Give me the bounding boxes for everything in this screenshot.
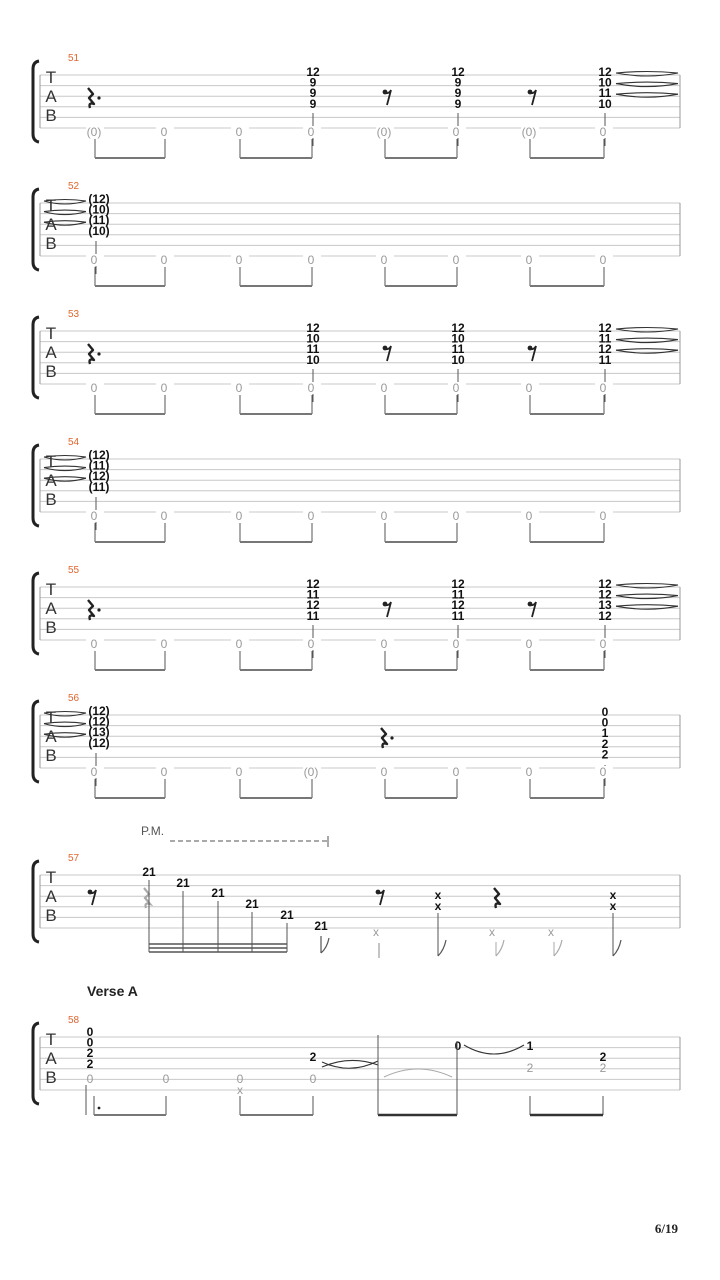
tie-arc	[464, 1045, 524, 1054]
rest-dot	[97, 608, 100, 611]
measure-number: 54	[68, 437, 80, 448]
bass-fret-number: 0	[452, 253, 460, 267]
tie-arc	[616, 584, 678, 586]
chord-fret-number: 0	[86, 1025, 94, 1039]
fret-number: 1	[526, 1039, 534, 1053]
chord-fret-number: 12	[451, 65, 465, 79]
bass-fret-number: 0	[599, 509, 607, 523]
chord-fret-number: 9	[454, 75, 462, 90]
chord-fret-number: 9	[454, 96, 462, 111]
tab-systems	[33, 53, 680, 1115]
chord-fret-number: 0	[601, 715, 609, 730]
chord-fret-number: 12	[306, 65, 320, 79]
chord-fret-number: 2	[86, 1046, 94, 1061]
bass-fret-number: 0	[307, 381, 315, 395]
measure-number: 51	[68, 53, 80, 64]
bass-fret-number: 0	[90, 765, 98, 779]
bass-fret-number: 0	[452, 509, 460, 523]
chord-fret-number: 10	[306, 352, 320, 367]
bass-fret-number: 0	[307, 509, 315, 523]
chord-fret-number: 2	[601, 747, 609, 762]
note-flag	[554, 940, 562, 956]
fret-number-grey: 2	[526, 1061, 534, 1075]
tab-clef-b: B	[45, 746, 57, 765]
tab-clef-t: T	[45, 868, 57, 887]
bass-fret-number: 0	[90, 381, 98, 395]
muted-string-x: x	[609, 899, 617, 913]
bass-fret-number: 0	[599, 637, 607, 651]
tie-arc	[616, 349, 678, 351]
tab-clef-a: A	[45, 1049, 57, 1068]
rest-dot	[390, 736, 393, 739]
note-flag	[438, 940, 446, 956]
bass-fret-number: 0	[160, 765, 168, 779]
bass-fret-number: 0	[160, 381, 168, 395]
chord-fret-number: 12	[598, 342, 612, 357]
bass-fret-number: 0	[452, 765, 460, 779]
tab-clef-t: T	[45, 1030, 57, 1049]
chord-fret-number: 11	[451, 342, 465, 357]
tab-system-51	[33, 53, 680, 158]
tie-arc	[616, 82, 678, 84]
ghost-mute-note: x	[489, 925, 495, 939]
tab-clef-b: B	[45, 490, 57, 509]
measure-number: 56	[68, 693, 80, 704]
bass-fret-number: 0	[90, 253, 98, 267]
quarter-rest-icon	[88, 344, 94, 364]
tab-clef-b: B	[45, 106, 57, 125]
chord-fret-number: (12)	[88, 735, 110, 750]
tie-arc	[44, 722, 86, 724]
system-bracket	[33, 317, 39, 398]
bass-fret-number: 0	[235, 125, 243, 139]
tie-arc	[616, 594, 678, 596]
tab-clef-t: T	[45, 708, 57, 727]
chord-fret-number: (11)	[88, 458, 110, 473]
tab-clef-b: B	[45, 362, 57, 381]
chord-fret-number: 10	[451, 352, 465, 367]
tab-system-57	[33, 853, 680, 958]
bass-fret-number: 0	[599, 253, 607, 267]
tie-arc	[44, 466, 86, 468]
measure-number: 55	[68, 565, 80, 576]
chord-fret-number: 11	[306, 608, 320, 623]
rest-dot	[97, 352, 100, 355]
chord-fret-number: 11	[306, 587, 320, 602]
tab-system-53	[33, 309, 680, 414]
chord-fret-number: 12	[306, 598, 320, 613]
tie-arc	[44, 210, 86, 212]
chord-fret-number: 12	[598, 608, 612, 623]
system-bracket	[33, 445, 39, 526]
chord-fret-number: 11	[598, 331, 612, 346]
tab-clef-b: B	[45, 618, 57, 637]
chord-fret-number: 12	[598, 587, 612, 602]
ghost-mute-note: x	[373, 925, 379, 939]
chord-fret-number: 10	[598, 75, 612, 90]
tie-arc	[44, 733, 86, 735]
bass-fret-number: 0	[160, 253, 168, 267]
bass-fret-number: 0	[307, 125, 315, 139]
run-fret-number: 21	[280, 908, 294, 922]
system-bracket	[33, 701, 39, 782]
quarter-rest-icon	[88, 88, 94, 108]
chord-fret-number: 10	[451, 331, 465, 346]
measure-number: 52	[68, 181, 80, 192]
chord-fret-number: (11)	[88, 479, 110, 494]
tab-clef-a: A	[45, 87, 57, 106]
chord-fret-number: 12	[598, 65, 612, 79]
tab-clef-a: A	[45, 343, 57, 362]
bass-fret-number: 0	[380, 765, 388, 779]
bass-fret-number: 0	[380, 509, 388, 523]
bass-fret-number: 0	[162, 1072, 170, 1086]
bass-fret-number: 0	[236, 1072, 244, 1086]
bass-fret-number: 0	[160, 509, 168, 523]
chord-fret-number: 2	[601, 736, 609, 751]
chord-fret-number: 12	[451, 321, 465, 335]
note-flag	[321, 936, 329, 953]
rest-dot	[97, 96, 100, 99]
note-flag	[613, 940, 621, 956]
chord-fret-number: 10	[306, 331, 320, 346]
bass-fret-number: 0	[452, 381, 460, 395]
chord-fret-number: (10)	[88, 202, 110, 217]
chord-fret-number: 12	[306, 321, 320, 335]
chord-fret-number: 9	[454, 86, 462, 101]
tab-clef-t: T	[45, 324, 57, 343]
run-fret-number: 21	[314, 919, 328, 933]
run-fret-number: 21	[211, 886, 225, 900]
tie-arc	[616, 605, 678, 607]
muted-string-x: x	[434, 888, 442, 902]
tie-arc	[44, 712, 86, 714]
tab-clef-a: A	[45, 471, 57, 490]
chord-fret-number: 0	[601, 705, 609, 719]
tie-arc	[616, 338, 678, 340]
chord-fret-number: 13	[598, 598, 612, 613]
page-number: 6/19	[654, 1221, 678, 1236]
chord-fret-number: 0	[86, 1035, 94, 1050]
run-fret-number: 21	[245, 897, 259, 911]
measure-number: 57	[68, 853, 80, 864]
tab-clef-b: B	[45, 906, 57, 925]
chord-fret-number: 2	[86, 1056, 94, 1071]
fret-number: 0	[454, 1039, 462, 1053]
bass-fret-number: (0)	[521, 125, 537, 139]
system-bracket	[33, 573, 39, 654]
tie-arc	[616, 93, 678, 95]
bass-fret-number: 0	[235, 765, 243, 779]
tie-arc	[616, 72, 678, 74]
bass-fret-number: 0	[525, 253, 533, 267]
tab-clef-t: T	[45, 580, 57, 599]
bass-fret-number: 0	[380, 253, 388, 267]
ghost-mute-note: x	[548, 925, 554, 939]
chord-fret-number: (12)	[88, 469, 110, 484]
bass-fret-number: 0	[90, 509, 98, 523]
run-fret-number: 21	[142, 865, 156, 879]
bass-fret-number: 0	[160, 125, 168, 139]
tab-clef-a: A	[45, 887, 57, 906]
bass-fret-number: (0)	[303, 765, 319, 779]
chord-fret-number: 10	[598, 96, 612, 111]
tab-clef-b: B	[45, 234, 57, 253]
bass-fret-number: 0	[235, 381, 243, 395]
chord-fret-number: 11	[451, 587, 465, 602]
bass-fret-number: 0	[525, 381, 533, 395]
tab-clef-a: A	[45, 215, 57, 234]
chord-fret-number: (12)	[88, 714, 110, 729]
fret-number: 2	[599, 1050, 607, 1064]
tab-system-55	[33, 565, 680, 670]
tie-arc	[616, 328, 678, 330]
bass-fret-number: 0	[380, 637, 388, 651]
tab-clef-t: T	[45, 68, 57, 87]
bass-fret-number: 0	[307, 253, 315, 267]
bass-fret-number: 0	[452, 125, 460, 139]
bass-fret-number: 0	[525, 637, 533, 651]
bass-fret-number: 0	[90, 637, 98, 651]
measure-number: 53	[68, 309, 80, 320]
muted-string-x: x	[609, 888, 617, 902]
tab-system-58	[33, 1015, 680, 1115]
tab-clef-a: A	[45, 599, 57, 618]
bass-fret-number: 0	[525, 765, 533, 779]
note-flag	[496, 940, 504, 956]
palm-mute-label: P.M.	[141, 824, 165, 838]
chord-fret-number: 11	[306, 342, 320, 357]
chord-fret-number: 9	[309, 86, 317, 101]
bass-fret-number: 0	[380, 381, 388, 395]
tie-arc	[322, 1060, 378, 1067]
bass-fret-number: 0	[307, 637, 315, 651]
quarter-rest-icon	[88, 600, 94, 620]
tab-clef-a: A	[45, 727, 57, 746]
section-label-verse-a: Verse A	[87, 983, 138, 999]
bass-fret-number: 0	[86, 1072, 94, 1086]
chord-fret-number: 2	[309, 1050, 317, 1064]
bass-fret-number: 0	[309, 1072, 317, 1086]
bass-fret-number: 0	[160, 637, 168, 651]
chord-fret-number: 9	[309, 96, 317, 111]
chord-fret-number: 12	[451, 598, 465, 613]
chord-fret-number: 12	[451, 577, 465, 591]
bass-fret-number: 0	[235, 253, 243, 267]
tab-system-54	[33, 437, 680, 542]
chord-fret-number: 11	[598, 352, 612, 367]
run-fret-number: 21	[176, 876, 190, 890]
tab-system-56	[33, 693, 680, 798]
chord-fret-number: 11	[451, 608, 465, 623]
quarter-rest-icon	[494, 888, 500, 908]
chord-fret-number: 9	[309, 75, 317, 90]
quarter-rest-icon	[381, 728, 387, 748]
chord-fret-number: 12	[306, 577, 320, 591]
chord-fret-number: (12)	[88, 192, 110, 206]
chord-fret-number: (12)	[88, 704, 110, 718]
tie-arc	[44, 221, 86, 223]
tie-arc	[384, 1069, 452, 1077]
bass-fret-number: 0	[452, 637, 460, 651]
ghost-mute-note: x	[237, 1083, 243, 1097]
bass-fret-number: (0)	[86, 125, 102, 139]
muted-string-x: x	[434, 899, 442, 913]
bass-fret-number: 0	[599, 381, 607, 395]
measure-number: 58	[68, 1015, 80, 1026]
dot	[98, 1107, 101, 1110]
system-bracket	[33, 861, 39, 942]
tie-arc	[44, 200, 86, 202]
chord-fret-number: 12	[598, 577, 612, 591]
tab-system-52	[33, 181, 680, 286]
system-bracket	[33, 1023, 39, 1104]
chord-fret-number: (11)	[88, 213, 110, 228]
bass-fret-number: 0	[235, 637, 243, 651]
system-bracket	[33, 61, 39, 142]
chord-fret-number: 12	[598, 321, 612, 335]
bass-fret-number: 0	[525, 509, 533, 523]
bass-fret-number: 0	[599, 765, 607, 779]
chord-fret-number: 11	[598, 86, 612, 101]
bass-fret-number: 0	[599, 125, 607, 139]
tie-arc	[44, 477, 86, 479]
tab-clef-t: T	[45, 196, 57, 215]
chord-fret-number: (10)	[88, 223, 110, 238]
tab-clef-b: B	[45, 1068, 57, 1087]
tab-clef-t: T	[45, 452, 57, 471]
fret-number-grey: 2	[599, 1061, 607, 1075]
chord-fret-number: 1	[601, 726, 609, 741]
bass-fret-number: 0	[235, 509, 243, 523]
system-bracket	[33, 189, 39, 270]
chord-fret-number: (12)	[88, 448, 110, 462]
chord-fret-number: (13)	[88, 725, 110, 740]
bass-fret-number: (0)	[376, 125, 392, 139]
tie-arc	[44, 456, 86, 458]
